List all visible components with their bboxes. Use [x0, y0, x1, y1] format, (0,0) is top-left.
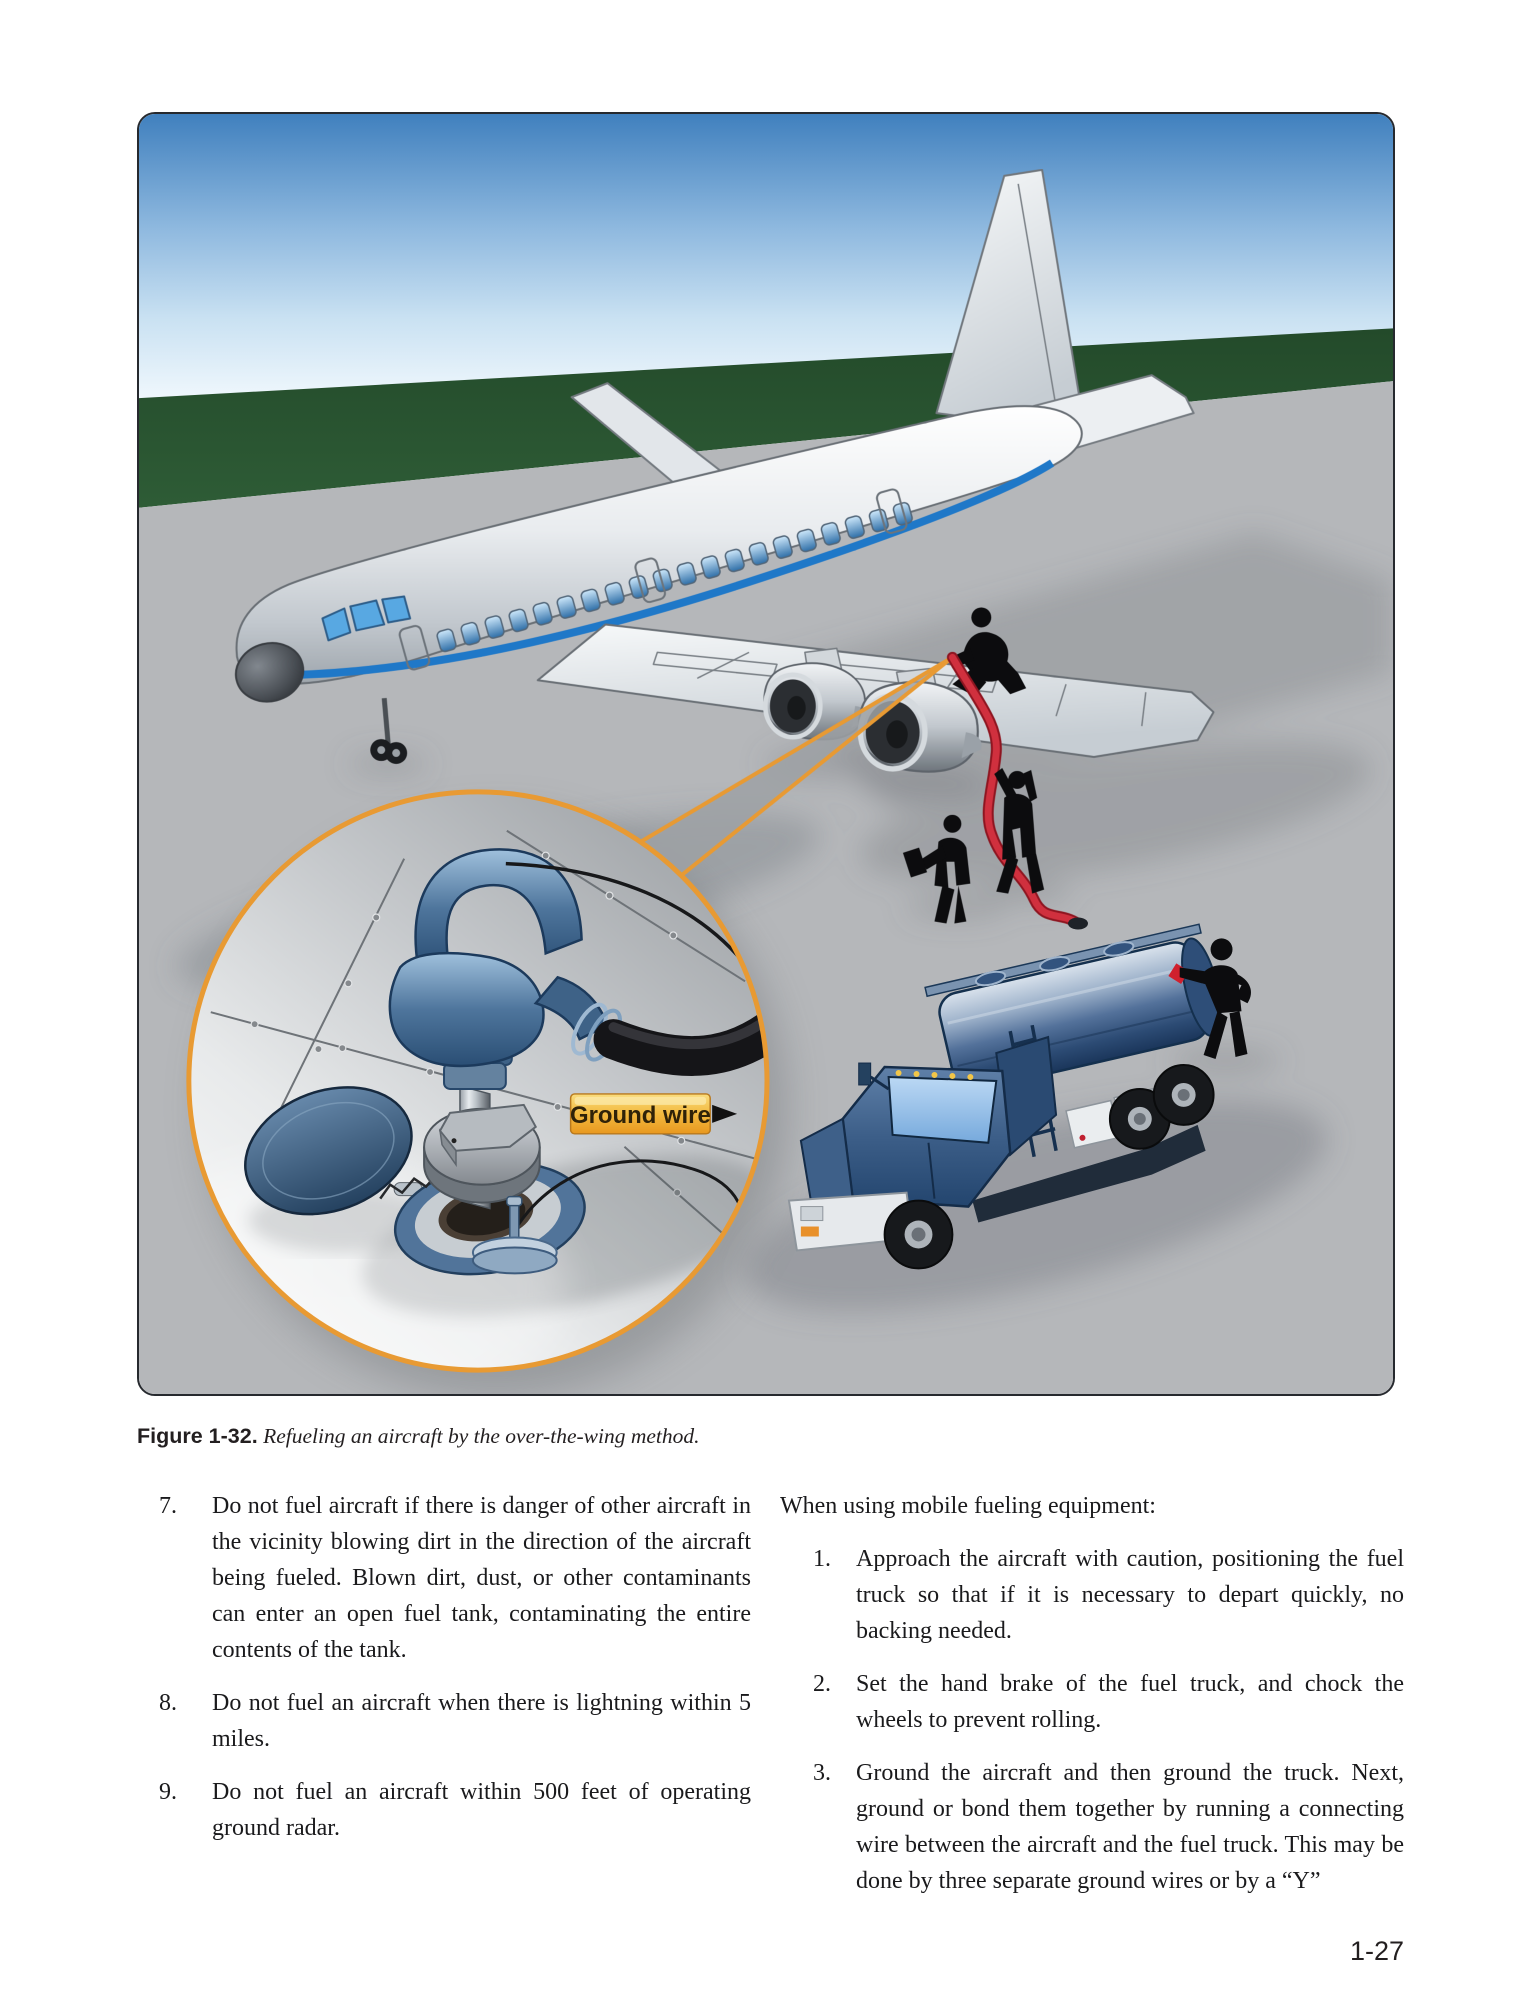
list-item-number: 8.: [159, 1690, 177, 1716]
list-item-text: Set the hand brake of the fuel truck, and chock the wheels to prevent rolling.: [856, 1671, 1404, 1733]
list-item-number: 7.: [159, 1493, 177, 1519]
list-item-text: Do not fuel an aircraft when there is lightning within 5 miles.: [212, 1690, 751, 1752]
list-item: [780, 1755, 1404, 1899]
page-number: 1-27: [1349, 1936, 1404, 1966]
list-item: [159, 1774, 751, 1846]
list-item-number: 2.: [813, 1671, 831, 1697]
ground-wire-label: Ground wire: [570, 1101, 711, 1129]
list-item-text: Do not fuel aircraft if there is danger of other aircraft in the vicinity blowing dirt in the direction of the aircraft being fueled. Blown dirt, dust, or other contaminants can enter an open fuel tank, contaminating the entire contents of the tank.: [212, 1493, 751, 1663]
figure-caption-label: Figure 1-32.: [137, 1424, 258, 1448]
right-text-column: [780, 1488, 1404, 1916]
figure-caption-text: Refueling an aircraft by the over-the-wing method.: [263, 1424, 700, 1448]
section-intro: When using mobile fueling equipment:: [780, 1493, 1156, 1519]
list-item-text: Approach the aircraft with caution, positioning the fuel truck so that if it is necessary to depart quickly, no backing needed.: [856, 1546, 1404, 1644]
mirror: [859, 1063, 871, 1085]
list-item-number: 3.: [813, 1760, 831, 1786]
left-text-column: [159, 1488, 751, 1863]
figure-caption: [137, 1424, 1397, 1449]
list-item: [159, 1488, 751, 1668]
fuel-cap: [424, 1105, 540, 1203]
turn-signal: [801, 1227, 819, 1237]
hose-hatch: [1068, 917, 1088, 929]
list-item-text: Ground the aircraft and then ground the truck. Next, ground or bond them together by running a connecting wire between the aircraft and the fuel truck. This may be done by three separate ground wires or by a “Y”: [856, 1760, 1404, 1894]
list-item: [780, 1666, 1404, 1738]
headlight: [801, 1207, 823, 1221]
list-item-number: 9.: [159, 1779, 177, 1805]
figure-1-32-illustration: [137, 112, 1395, 1396]
list-item-number: 1.: [813, 1546, 831, 1572]
list-item: [780, 1541, 1404, 1649]
refueling-scene: [139, 114, 1393, 1394]
windshield: [889, 1077, 997, 1143]
list-item: [159, 1685, 751, 1757]
list-item-text: Do not fuel an aircraft within 500 feet of operating ground radar.: [212, 1779, 751, 1841]
